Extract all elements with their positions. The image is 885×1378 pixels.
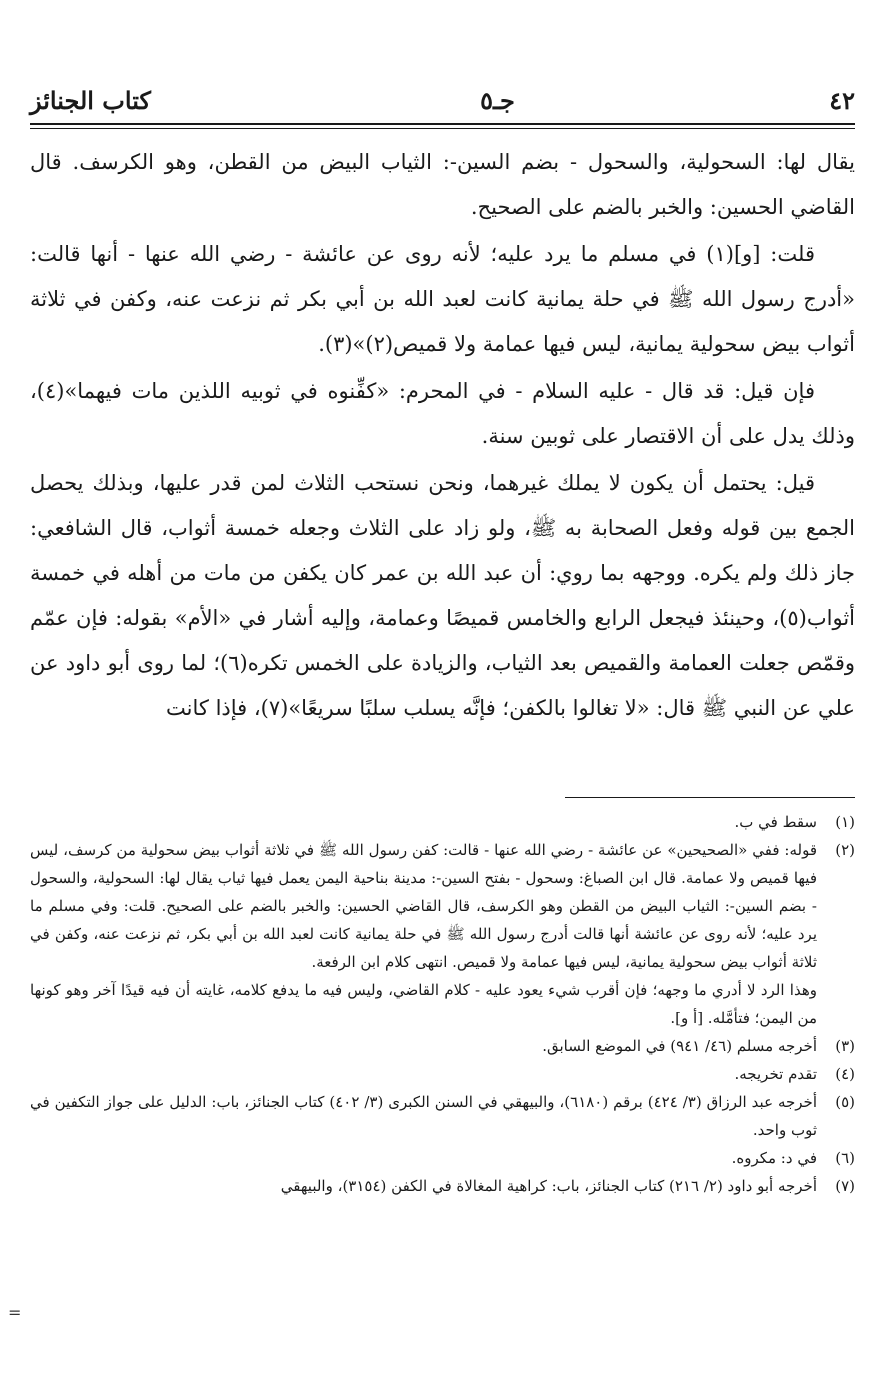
paragraph: قيل: يحتمل أن يكون لا يملك غيرهما، ونحن نستحب الثلاث لمن قدر عليها، وبذلك يحصل الجمع بين قوله وفعل الصحابة به ﷺ، ولو زاد على الثلاث وجعله خمسة أثواب، قال الشافعي: جاز ذلك ولم يكره. ووجهه بما روي: أن عبد الله بن عمر كان يكفن من مات من أهله في خمسة أثواب(٥)، وحينئذ فيجعل الرابع والخامس قميصًا وعمامة، وإليه أشار في «الأم» بقوله: فإن عمّم وقمّص جعلت العمامة والقميص بعد الثياب، والزيادة على الخمس تكره(٦)؛ لما روى أبو داود عن علي عن النبي ﷺ قال: «لا تغالوا بالكفن؛ فإنَّه يسلب سلبًا سريعًا»(٧)، فإذا كانت [30,471,855,720]
footnote-text: أخرجه مسلم (٤٦/ ٩٤١) في الموضع السابق. [542,1037,817,1055]
footnotes [30,808,855,1200]
page-header [30,80,855,120]
footnote-text: تقدم تخريجه. [734,1065,817,1083]
footnote-number: (٤) [835,1065,855,1083]
footnote-number: (٧) [835,1177,855,1195]
margin-mark: = [8,1303,22,1322]
footnote [30,1088,855,1144]
footnote-number: (٣) [835,1037,855,1055]
footnote-separator [565,797,855,798]
footnote [30,808,855,836]
main-text [30,140,855,733]
footnote-number: (٢) [835,841,855,859]
footnote [30,1060,855,1088]
footnote-text: قوله: ففي «الصحيحين» عن عائشة - رضي الله عنها - قالت: كفن رسول الله ﷺ في ثلاثة أثواب بيض سحولية من كرسف، ليس فيها قميص ولا عمامة. قال ابن الصباغ: وسحول - بفتح السين-: مدينة بناحية اليمن يعمل فيها ثياب يقال لها: السحولية، والسحول - بضم السين-: الثياب البيض من القطن وهو الكرسف، قال القاضي الحسين: والخبر بالضم على الصحيح. قلت: وفي مسلم ما يرد عليه؛ لأنه روى عن عائشة أنها قالت أدرج رسول الله ﷺ في حلة يمانية كانت لعبد الله بن أبي بكر، ثم نزعت عنه، وكفن في ثلاثة أثواب بيض سحولية يمانية، ليس فيها عمامة ولا قميص. انتهى كلام ابن الرفعة. [30,841,817,971]
page-number: ٤٢ [829,85,855,115]
footnote-text: سقط في ب. [734,813,817,831]
footnote-text: أخرجه أبو داود (٢/ ٢١٦) كتاب الجنائز، باب: كراهية المغالاة في الكفن (٣١٥٤)، والبيهقي [280,1177,817,1195]
header-rule-thin [30,128,855,129]
footnote-text: وهذا الرد لا أدري ما وجهه؛ فإن أقرب شيء يعود عليه - كلام القاضي، وليس فيه ما يدفع كلامه، غايته أن فيه قيدًا آخر وهو كونها من اليمن؛ فتأمَّله. [أ و]. [30,981,817,1027]
footnote-text: في د: مكروه. [731,1149,817,1167]
footnote-number: (٥) [835,1093,855,1111]
footnote-number: (٦) [835,1149,855,1167]
paragraph: فإن قيل: قد قال - عليه السلام - في المحرم: «كفِّنوه في ثوبيه اللذين مات فيهما»(٤)، وذلك يدل على أن الاقتصار على ثوبين سنة. [30,379,855,448]
header-rule-thick [30,123,855,125]
paragraph: قلت: [و](١) في مسلم ما يرد عليه؛ لأنه روى عن عائشة - رضي الله عنها - أنها قالت: «أدرج رسول الله ﷺ في حلة يمانية كانت لعبد الله بن أبي بكر ثم نزعت عنه، وكفن في ثلاثة أثواب بيض سحولية يمانية، ليس فيها عمامة ولا قميص(٢)»(٣). [30,242,855,356]
volume-label: جـ٥ [480,85,515,115]
footnote [30,1032,855,1060]
book-title: كتاب الجنائز [30,85,151,115]
footnote [30,1144,855,1172]
footnote [30,836,855,976]
footnote-text: أخرجه عبد الرزاق (٣/ ٤٢٤) برقم (٦١٨٠)، والبيهقي في السنن الكبرى (٣/ ٤٠٢) كتاب الجنائز، باب: الدليل على جواز التكفين في ثوب واحد. [30,1093,817,1139]
footnote-continuation [30,976,855,1032]
footnote-number: (١) [835,813,855,831]
footnote [30,1172,855,1200]
paragraph: يقال لها: السحولية، والسحول - بضم السين-: الثياب البيض من القطن، وهو الكرسف. قال القاضي الحسين: والخبر بالضم على الصحيح. [30,150,855,219]
